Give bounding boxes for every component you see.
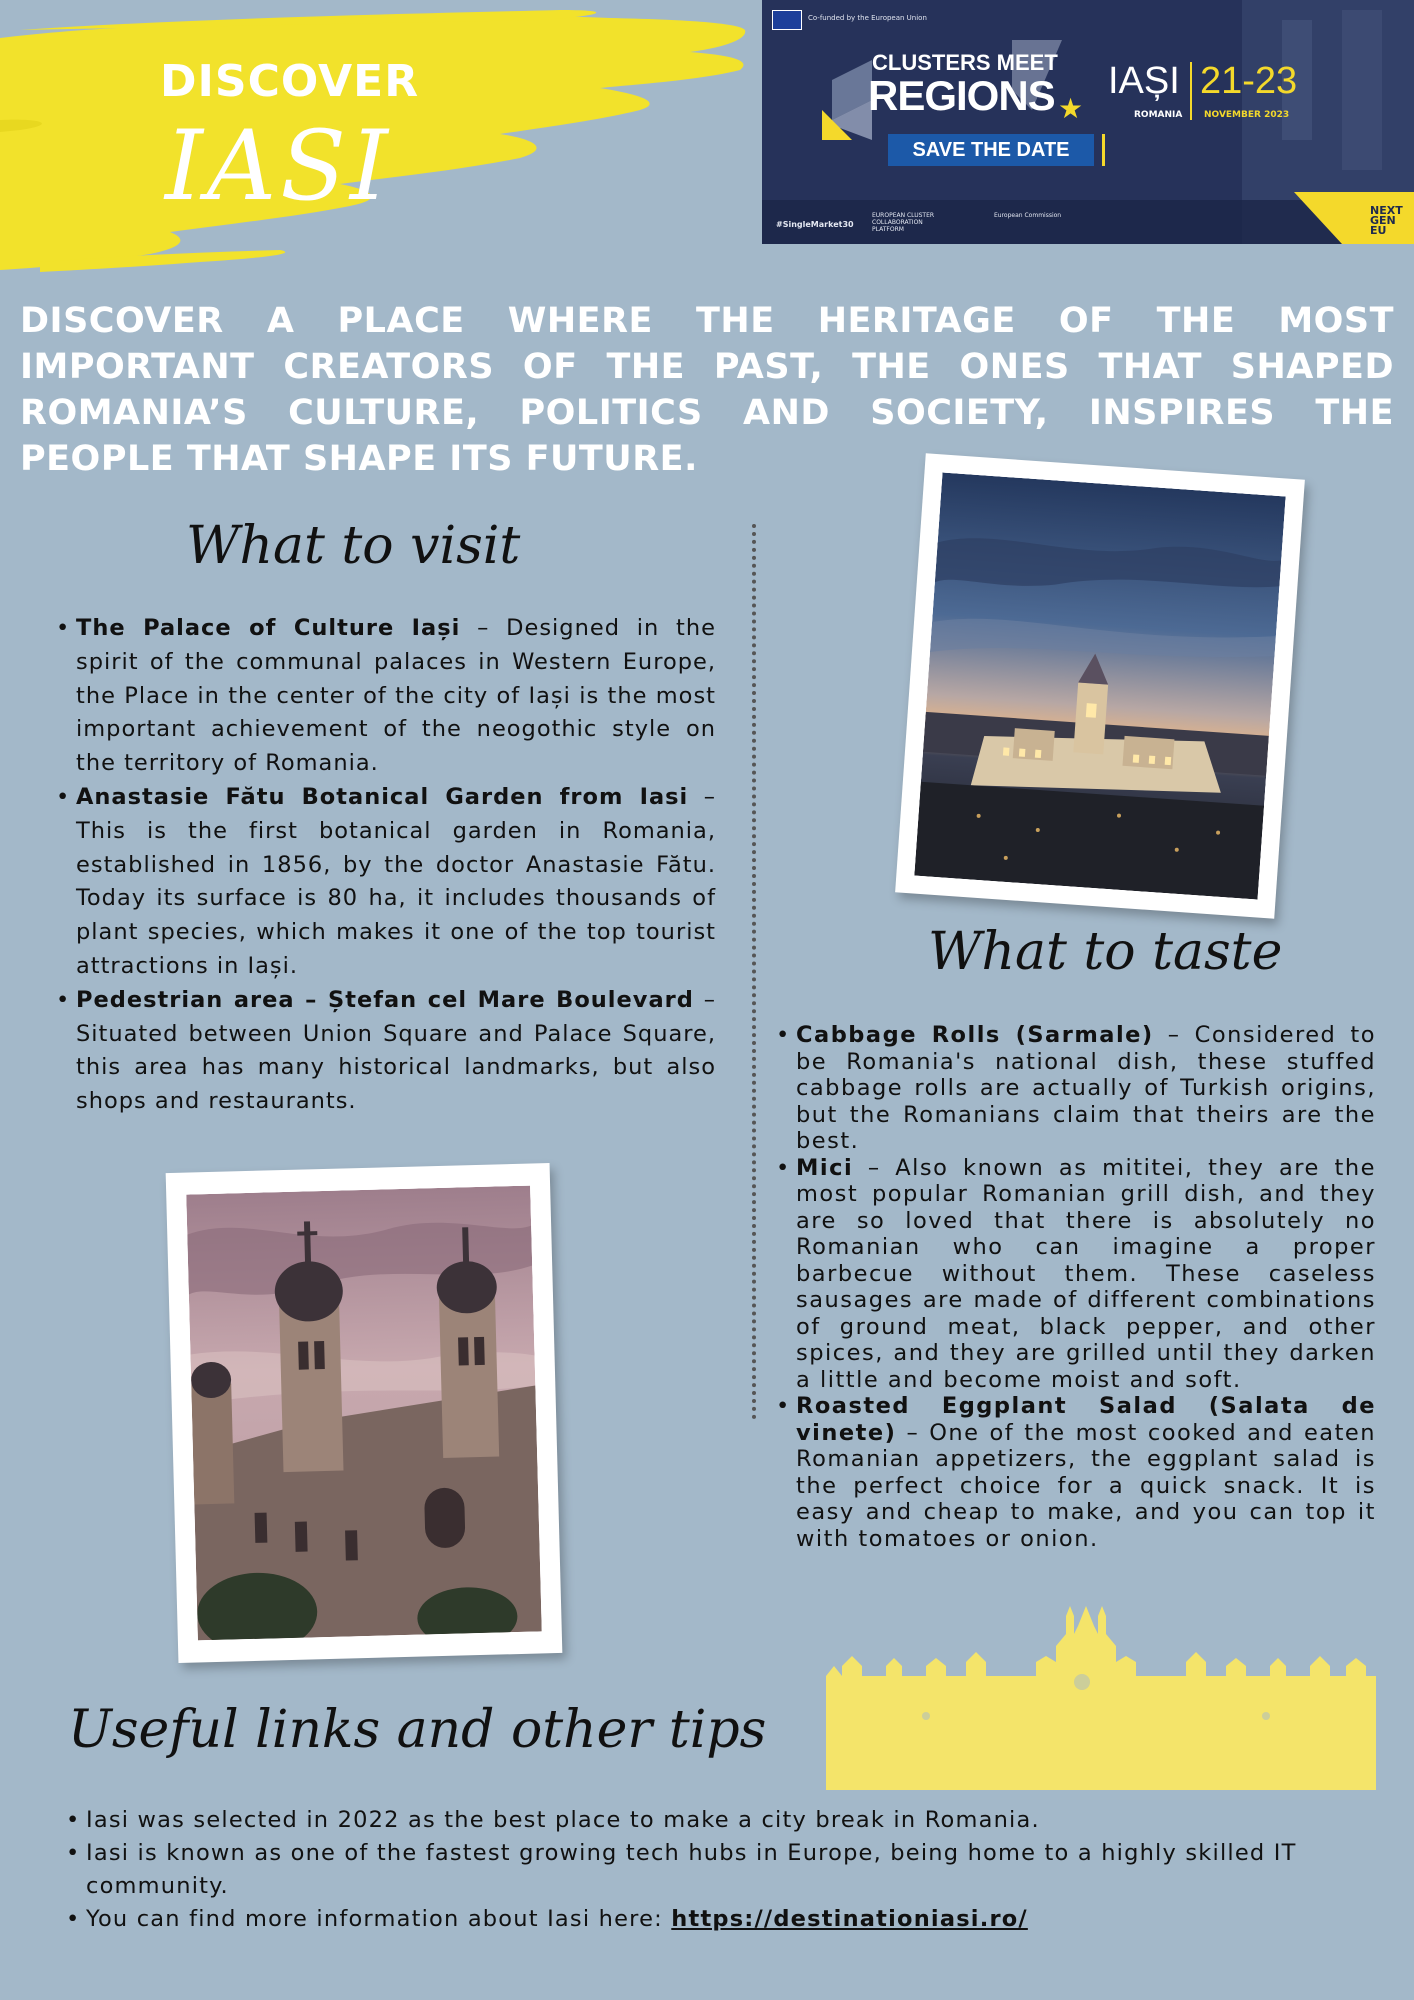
- banner-divider: [1190, 62, 1192, 120]
- save-date-accent: [1102, 134, 1105, 166]
- visit-item-title: Anastasie Fătu Botanical Garden from Iasi: [76, 783, 689, 810]
- banner-country: ROMANIA: [1134, 110, 1183, 120]
- visit-list: [76, 612, 716, 1119]
- tip-text: Iasi was selected in 2022 as the best place to make a city break in Romania.: [86, 1807, 1040, 1833]
- tip-text: Iasi is known as one of the fastest growing tech hubs in Europe, being home to a highly skilled IT community.: [86, 1840, 1297, 1899]
- list-item: [796, 1022, 1376, 1155]
- event-banner: [762, 0, 1414, 244]
- discover-label: DISCOVER: [160, 56, 420, 107]
- palace-silhouette-icon: [826, 1606, 1376, 1790]
- eu-flag-icon: [772, 10, 802, 30]
- cathedral-photo: [166, 1163, 563, 1663]
- palace-of-culture-image: [914, 472, 1285, 899]
- clusters-text: CLUSTERS MEET: [872, 50, 1058, 75]
- taste-item-title: Mici: [796, 1154, 854, 1181]
- visit-item-text: – This is the first botanical garden in Romania, established in 1856, by the doctor Anastasie Fătu. Today its surface is 80 ha, it includes thousands of plant species, which makes it one of the top tourist attractions in Iași.: [76, 783, 717, 979]
- visit-heading: What to visit: [186, 516, 521, 576]
- visit-item-title: Pedestrian area – Ștefan cel Mare Boulevard: [76, 986, 694, 1013]
- nextgen-eu-logo: NEXT GEN EU: [1370, 204, 1403, 237]
- list-item: [76, 781, 716, 984]
- list-item: [86, 1903, 1396, 1936]
- city-script-title: IASI: [165, 110, 392, 222]
- banner-hashtag: #SingleMarket30: [776, 220, 854, 229]
- taste-list: [796, 1022, 1376, 1552]
- taste-item-text: – Also known as mititei, they are the most popular Romanian grill dish, and they are so loved that there is absolutely no Romanian who can imagine a proper barbecue without them. These caseless sausages are made of different combinations of ground meat, black pepper, and other spices, and they are grilled until they darken a little and become moist and soft.: [796, 1154, 1376, 1393]
- visit-item-title: The Palace of Culture Iași: [76, 615, 461, 641]
- regions-text: REGIONS: [868, 72, 1055, 119]
- save-the-date-badge: SAVE THE DATE: [888, 134, 1094, 166]
- visit-item-text: – Situated between Union Square and Palace Square, this area has many historical landmarks, but also shops and restaurants.: [76, 986, 716, 1115]
- banner-dates: 21-23: [1200, 60, 1298, 102]
- palace-photo: [895, 453, 1305, 918]
- list-item: [76, 612, 716, 781]
- metropolitan-cathedral-image: [186, 1186, 542, 1641]
- tips-heading: Useful links and other tips: [68, 1700, 767, 1760]
- list-item: [86, 1804, 1396, 1837]
- ecc-logo: EUROPEAN CLUSTER COLLABORATION PLATFORM: [872, 212, 935, 233]
- tips-list: [86, 1804, 1396, 1936]
- destination-iasi-link[interactable]: https://destinationiasi.ro/: [671, 1906, 1028, 1932]
- list-item: [86, 1837, 1396, 1903]
- european-commission-logo: European Commission: [994, 212, 1062, 219]
- star-icon: ★: [1058, 92, 1084, 125]
- eu-caption: Co-funded by the European Union: [808, 14, 927, 22]
- tip-text: You can find more information about Iasi here:: [86, 1906, 672, 1932]
- banner-month: NOVEMBER 2023: [1204, 110, 1290, 120]
- column-divider: [752, 524, 756, 1420]
- taste-item-title: Roasted Eggplant Salad (Salata de vinete): [796, 1393, 1376, 1446]
- visit-item-text: – Designed in the spirit of the communal palaces in Western Europe, the Place in the center of the city of Iași is the most important achievement of the neogothic style on the territory of Romania.: [76, 615, 716, 777]
- taste-item-text: – Considered to be Romania's national dish, these stuffed cabbage rolls are actually of Turkish origins, but the Romanians claim that theirs are the best.: [796, 1022, 1376, 1154]
- list-item: [796, 1155, 1376, 1394]
- banner-city: IAȘI: [1108, 60, 1180, 102]
- taste-item-text: – One of the most cooked and eaten Romanian appetizers, the eggplant salad is the perfect choice for a quick snack. It is easy and cheap to make, and you can top it with tomatoes or onion.: [796, 1419, 1376, 1552]
- list-item: [796, 1393, 1376, 1552]
- taste-heading: What to taste: [928, 922, 1283, 982]
- taste-item-title: Cabbage Rolls (Sarmale): [796, 1022, 1154, 1048]
- list-item: [76, 984, 716, 1119]
- intro-statement: DISCOVER A PLACE WHERE THE HERITAGE OF THE MOST IMPORTANT CREATORS OF THE PAST, THE ONES THAT SHAPED ROMANIA’S CULTURE, POLITICS AND SOCIETY, INSPIRES THE PEOPLE THAT SHAPE ITS FUTURE.: [20, 301, 1394, 479]
